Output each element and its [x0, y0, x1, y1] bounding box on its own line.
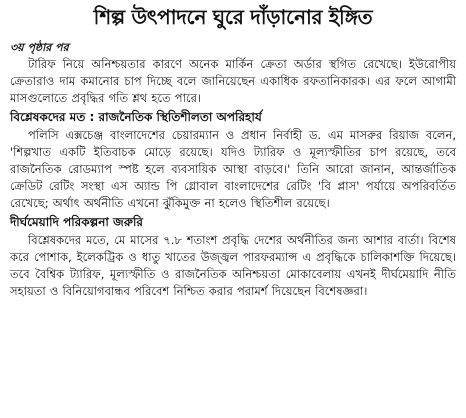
article-headline: শিল্প উৎপাদনে ঘুরে দাঁড়ানোর ইঙ্গিত: [93, 5, 373, 29]
section-heading-long-term-planning: দীর্ঘমেয়াদি পরিকল্পনা জরুরি: [10, 215, 144, 229]
section-heading-analysts-opinion: বিশ্লেষকদের মত : রাজনৈতিক স্থিতিশীলতা অপরিহার্য: [10, 110, 262, 124]
article-paragraph-intro: [10, 56, 456, 107]
article-paragraph-section1: [10, 127, 456, 212]
continued-from-label: ৩য় পৃষ্ঠার পর: [10, 41, 69, 54]
article-paragraph-section2: [10, 232, 456, 300]
paragraph-text: টারিফ নিয়ে অনিশ্চয়তার কারণে অনেক মার্কিন ক্রেতা অর্ডার স্থগিত রেখেছে। ইউরোপীয় ক্রেতারাও দাম কমানোর চাপ দিচ্ছে বলে জানিয়েছেন একাধিক রফতানিকারক। এর ফলে আগামী মাসগুলোতে প্রবৃদ্ধির গতি শ্লথ হতে পারে।: [10, 57, 456, 105]
paragraph-text: বিশ্লেষকদের মতে, মে মাসের ৭.৮ শতাংশ প্রবৃদ্ধি দেশের অর্থনীতির জন্য আশার বার্তা। বিশেষ করে পোশাক, ইলেকট্রিক ও ধাতু খাতের উজ্জ্বল পারফরম্যান্স এ প্রবৃদ্ধিকে চালিকাশক্তি দিয়েছে। তবে বৈশ্বিক ট্যারিফ, মূল্যস্ফীতি ও রাজনৈতিক অনিশ্চয়তা মোকাবেলায় এখনই দীর্ঘমেয়াদি নীতি সহায়তা ও বিনিয়োগবান্ধব পরিবেশ নিশ্চিত করার পরামর্শ দিয়েছেন বিশেষজ্ঞরা।: [10, 233, 456, 298]
paragraph-text: পলিসি এক্সচেঞ্জ বাংলাদেশের চেয়ারম্যান ও প্রধান নির্বাহী ড. এম মাসরুর রিয়াজ বলেন, 'শিল্পখাত একটি ইতিবাচক মোড়ে রয়েছে। যদিও ট্যারিফ ও মূল্যস্ফীতির চাপ রয়েছে, তবে রাজনৈতিক রোডম্যাপ স্পষ্ট হলে ব্যবসায়িক আস্থা বাড়বে।' তিনি আরো জানান, আন্তর্জাতিক ক্রেডিট রেটিং সংস্থা এস অ্যান্ড পি গ্লোবাল বাংলাদেশের রেটিং 'বি প্লাস' পর্যায়ে অপরিবর্তিত রেখেছে; অর্থাৎ অর্থনীতি এখনো ঝুঁকিমুক্ত না হলেও স্থিতিশীল রয়েছে।: [10, 128, 456, 210]
